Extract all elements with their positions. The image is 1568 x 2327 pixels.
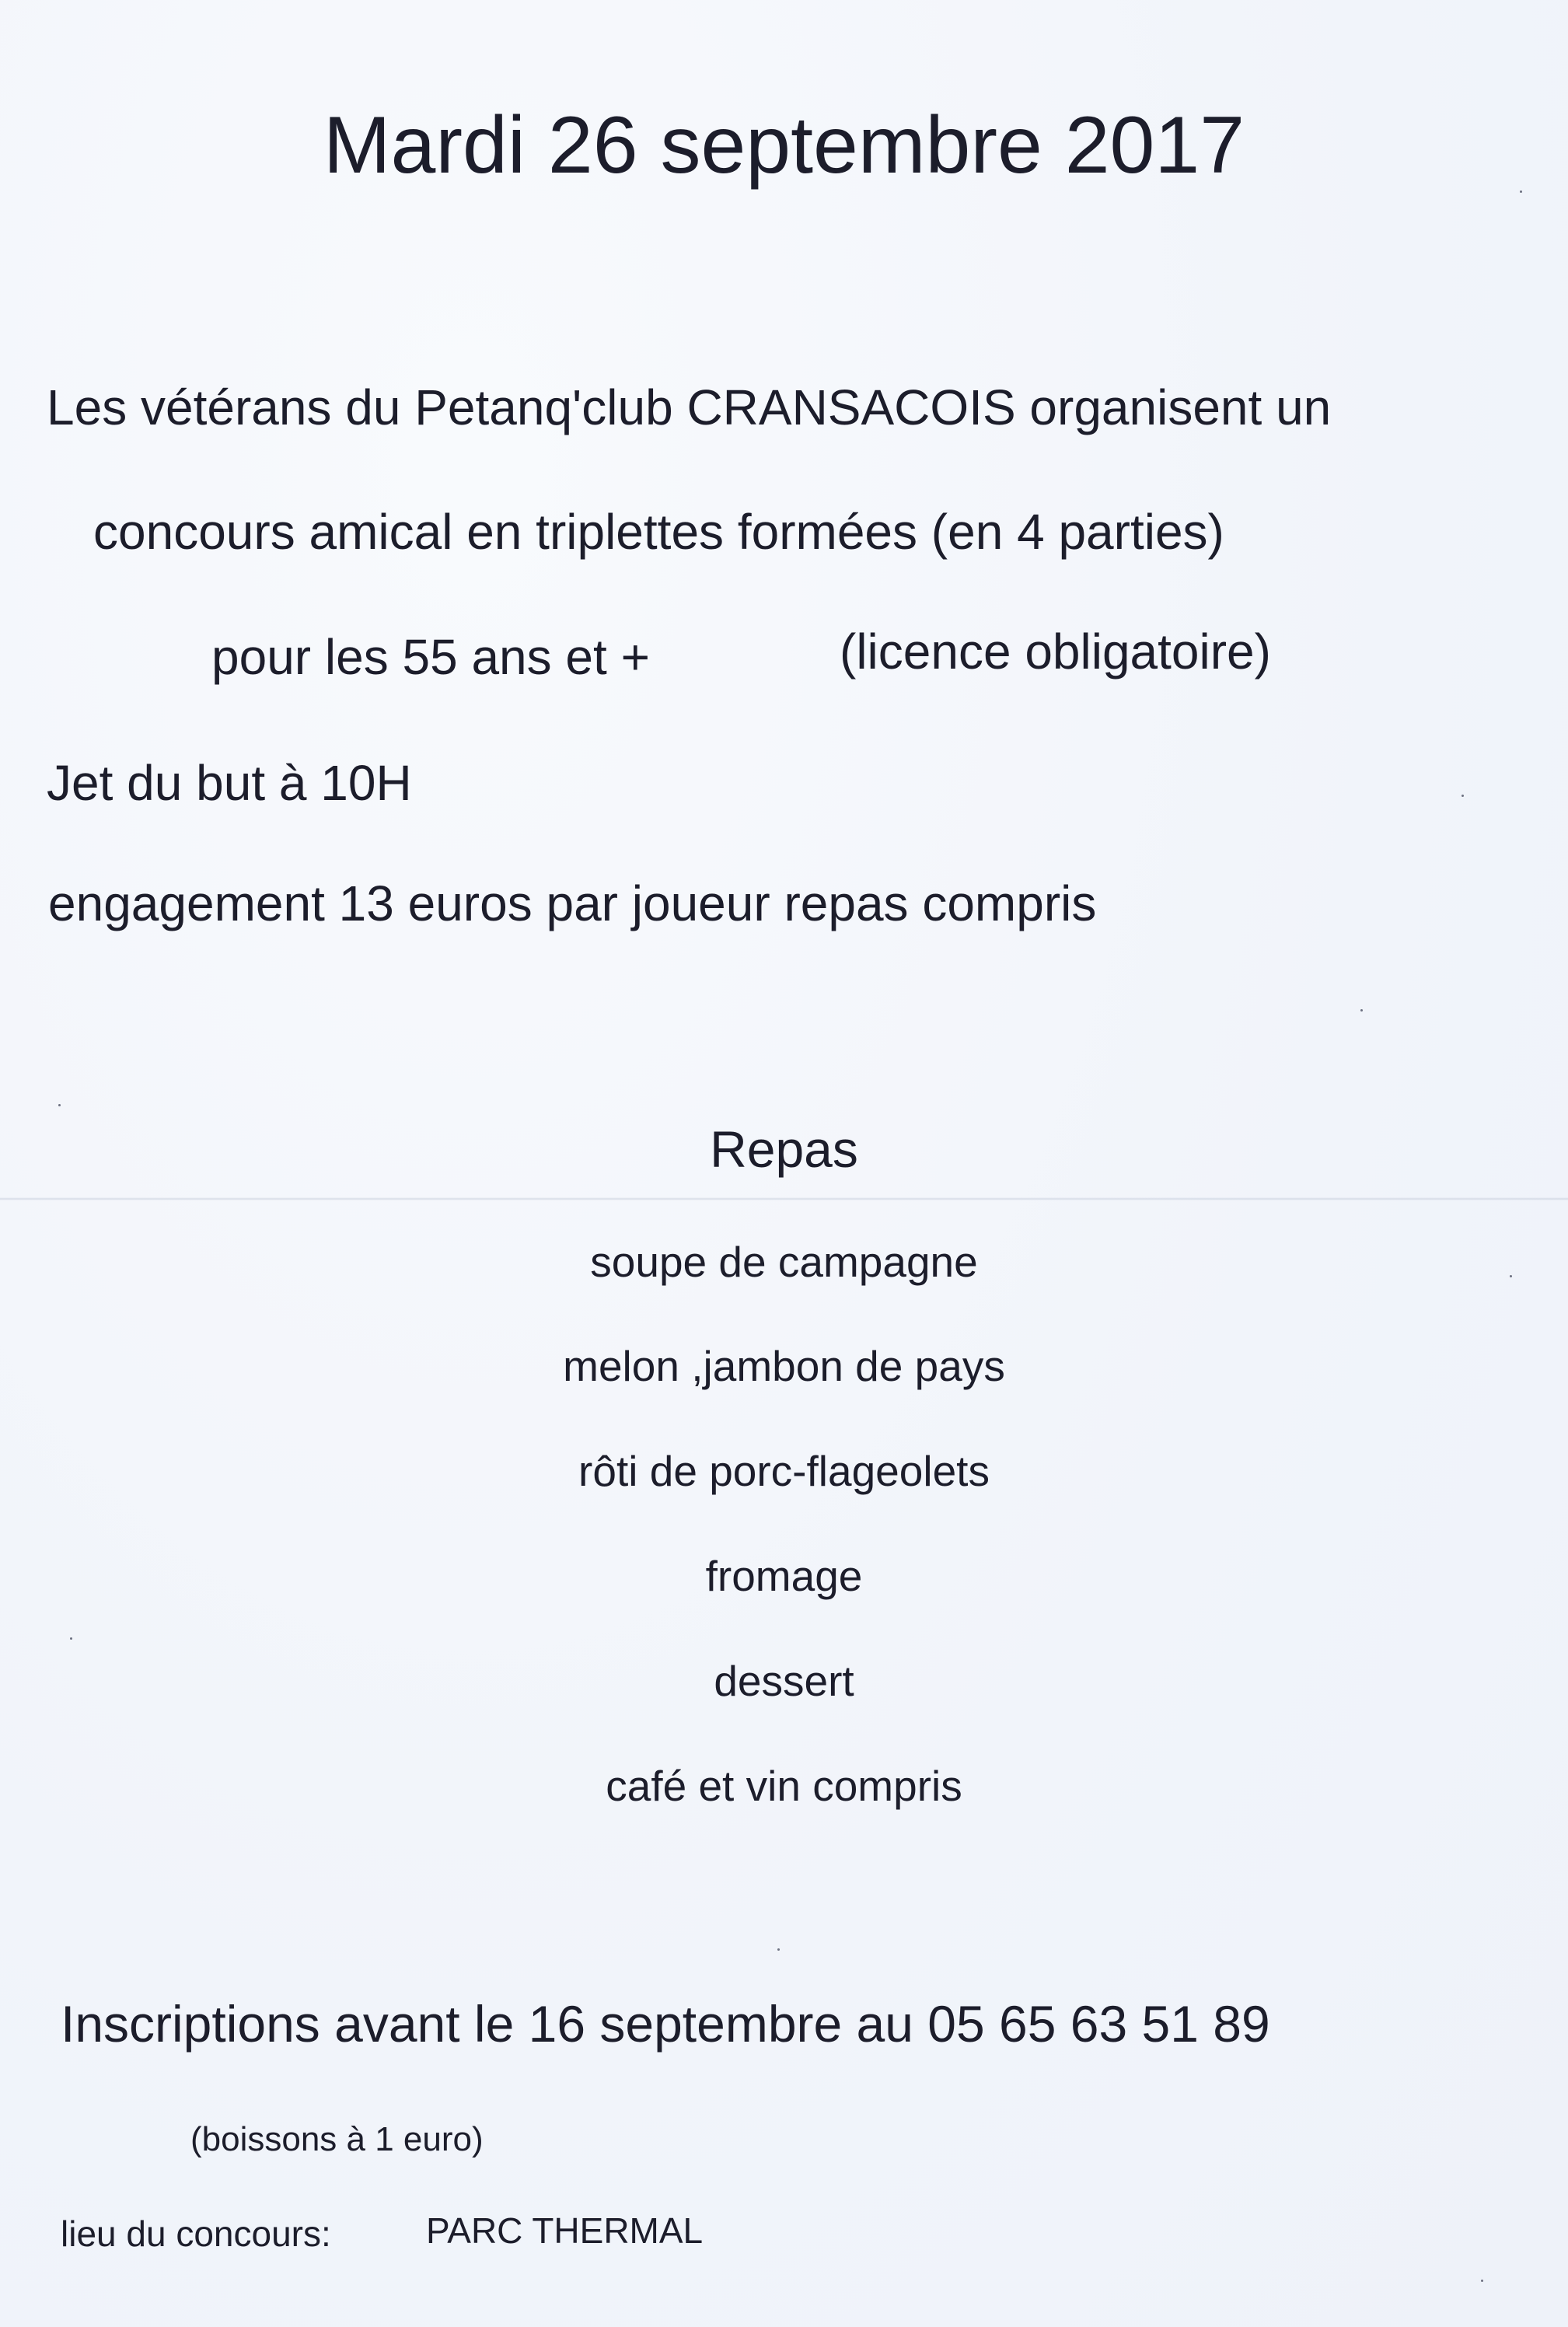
- paper-speck: [1481, 2280, 1483, 2282]
- paper-speck: [777, 1948, 780, 1951]
- announcement-line-format: concours amical en triplettes formées (en 4 parties): [93, 504, 1224, 560]
- paper-speck: [1461, 795, 1464, 797]
- announcement-line-organisers: Les vétérans du Petanq'club CRANSACOIS organisent un: [47, 379, 1332, 435]
- menu-item: café et vin compris: [606, 1762, 962, 1810]
- menu-item: fromage: [705, 1552, 863, 1600]
- paper-speck: [1510, 1275, 1512, 1277]
- announcement-line-age: pour les 55 ans et +: [211, 629, 650, 685]
- registration-info: Inscriptions avant le 16 septembre au 05 65 63 51 89: [61, 1995, 1270, 2053]
- paper-speck: [70, 1637, 72, 1640]
- announcement-line-licence: (licence obligatoire): [840, 624, 1271, 680]
- menu-item: soupe de campagne: [590, 1238, 978, 1286]
- drinks-price-note: (boissons à 1 euro): [190, 2120, 484, 2158]
- paper-fold-line: [0, 1197, 1568, 1200]
- paper-speck: [58, 1104, 61, 1106]
- menu-item: dessert: [714, 1657, 854, 1705]
- paper-speck: [1520, 190, 1522, 193]
- announcement-line-start-time: Jet du but à 10H: [47, 755, 412, 811]
- paper-speck: [1360, 1009, 1363, 1012]
- menu-heading: Repas: [710, 1120, 858, 1178]
- announcement-line-fee: engagement 13 euros par joueur repas compris: [48, 875, 1097, 931]
- menu-item: rôti de porc-flageolets: [578, 1447, 990, 1495]
- venue-label: lieu du concours:: [61, 2213, 331, 2254]
- menu-item: melon ,jambon de pays: [563, 1342, 1005, 1390]
- event-date-title: Mardi 26 septembre 2017: [323, 100, 1245, 190]
- venue-value: PARC THERMAL: [426, 2210, 704, 2251]
